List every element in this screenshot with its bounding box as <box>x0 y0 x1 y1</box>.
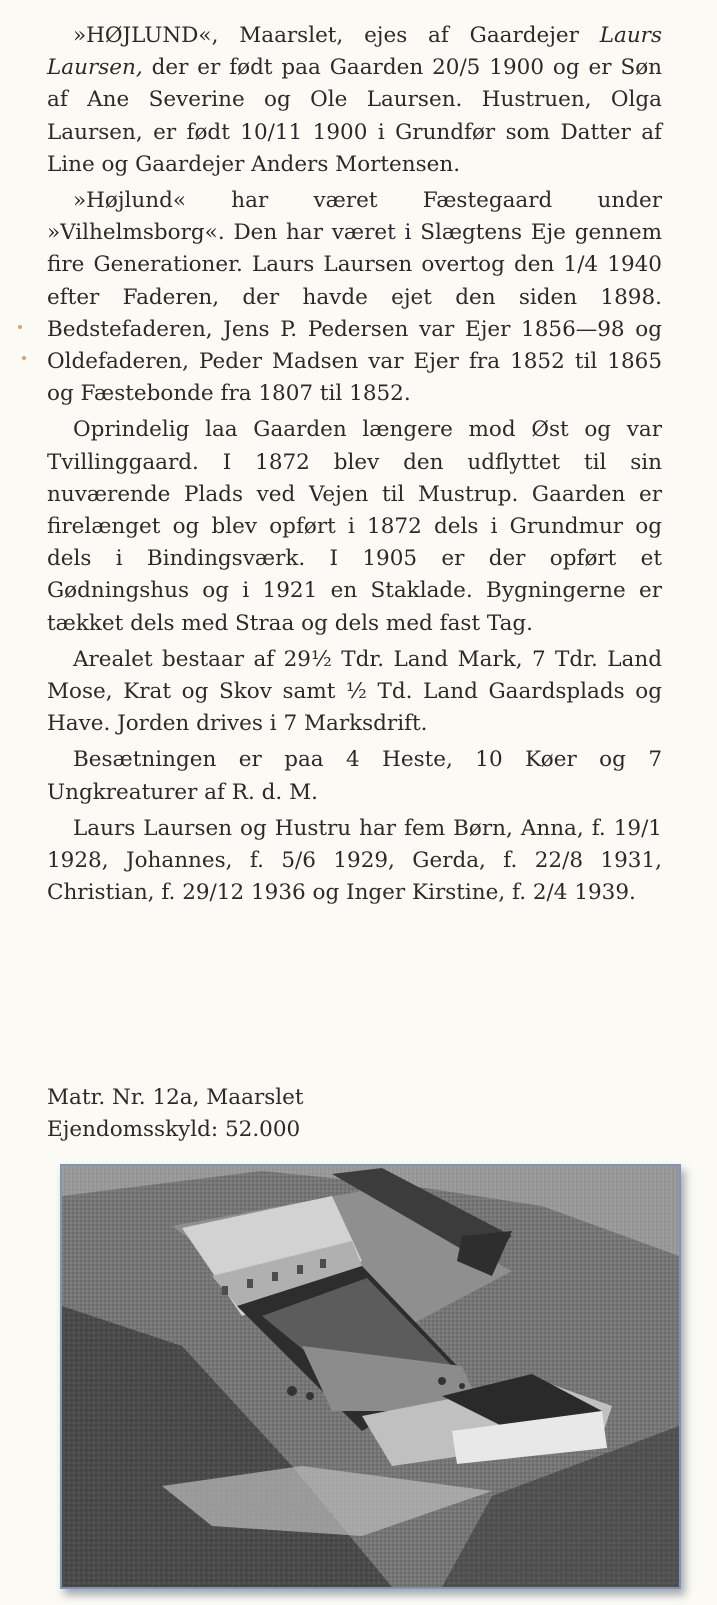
farm-name-intro: »HØJLUND«, Maarslet, ejes af Gaardejer <box>73 23 579 48</box>
paragraph-area: Arealet bestaar af 29½ Tdr. Land Mark, 7 Tdr. Land Mose, Krat og Skov samt ½ Td. Land Gaardsplads og Have. Jorden drives i 7 Marksdrift. <box>47 646 662 737</box>
matrikel-number: Matr. Nr. 12a, Maarslet <box>47 1085 304 1110</box>
paragraph-history: »Højlund« har været Fæstegaard under »Vilhelmsborg«. Den har været i Slægtens Eje gennem fire Generationer. Laurs Laursen overtog den 1/4 1940 efter Faderen, der havde ejet den siden 1898. Bedstefaderen, Jens P. Pedersen var Ejer 1856—98 og Oldefaderen, Peder Madsen var Ejer fra 1852 til 1865 og Fæstebonde fra 1807 til 1852. <box>47 188 662 407</box>
paper-speck <box>18 325 22 329</box>
intro-rest: der er født paa Gaarden 20/5 1900 og er Søn af Ane Severine og Ole Laursen. Hustruen, Olga Laursen, er født 10/11 1900 i Grundfør som Datter af Line og Gaardejer Anders Mortensen. <box>47 55 662 177</box>
paragraph-intro <box>47 20 662 181</box>
paper-speck <box>22 356 26 360</box>
paragraph-buildings: Oprindelig laa Gaarden længere mod Øst og var Tvillinggaard. I 1872 blev den udflyttet til sin nuværende Plads ved Vejen til Mustrup. Gaarden er firelænget og blev opført i 1872 dels i Grundmur og dels i Bindingsværk. I 1905 er der opført et Gødningshus og i 1921 en Staklade. Bygningerne er tækket dels med Straa og dels med fast Tag. <box>47 417 662 636</box>
farm-aerial-photo <box>60 1164 681 1589</box>
property-meta <box>47 1082 304 1146</box>
farm-photo-illustration <box>62 1166 679 1587</box>
paragraph-children: Laurs Laursen og Hustru har fem Børn, Anna, f. 19/1 1928, Johannes, f. 5/6 1929, Gerda, f. 22/8 1931, Christian, f. 29/12 1936 og Inger Kirstine, f. 2/4 1939. <box>47 815 662 906</box>
owner-name: Laurs Laursen, <box>47 23 662 81</box>
article-body <box>47 20 662 913</box>
paragraph-livestock: Besætningen er paa 4 Heste, 10 Køer og 7 Ungkreaturer af R. d. M. <box>47 747 662 805</box>
property-tax-value: Ejendomsskyld: 52.000 <box>47 1117 301 1142</box>
